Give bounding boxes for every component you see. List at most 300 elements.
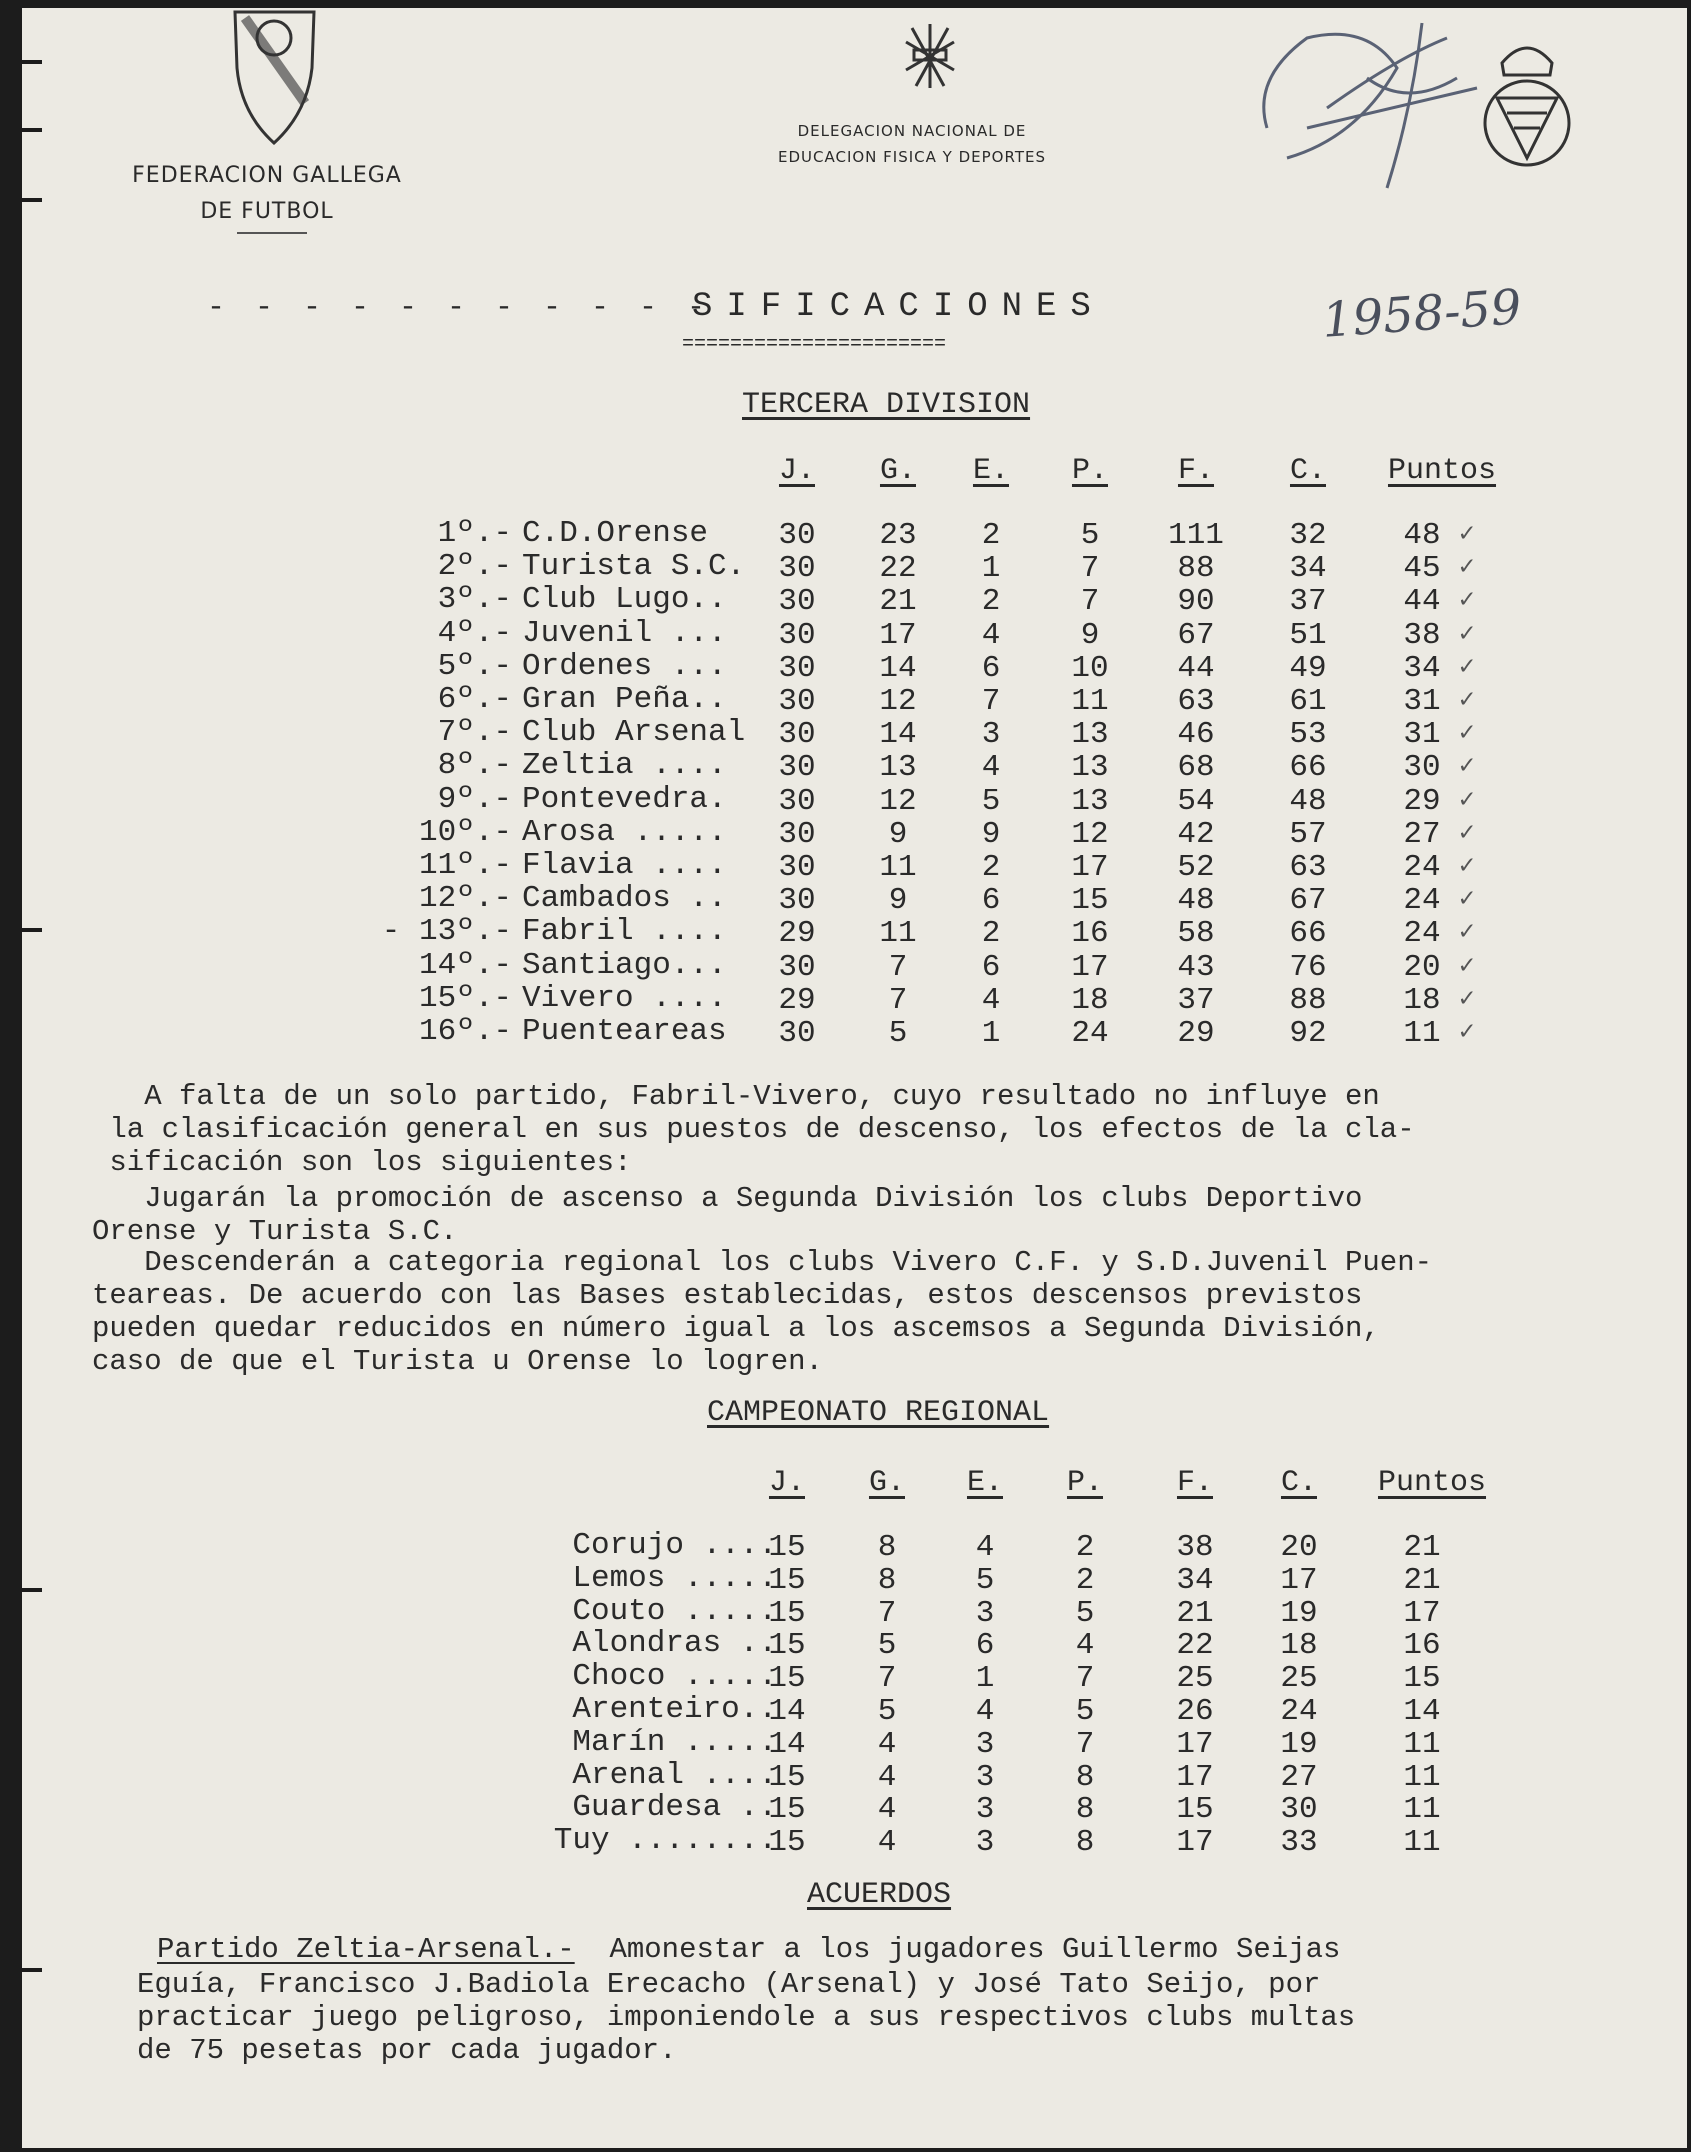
cell-p: 13 (1071, 717, 1109, 753)
page-title: SIFICACIONES (692, 288, 1105, 326)
cell-p: 17 (1071, 850, 1109, 885)
cell-p: 13 (1071, 783, 1109, 819)
cell-g: 5 (888, 1016, 908, 1051)
cell-f: 48 (1177, 883, 1215, 919)
cell-g: 8 (877, 1562, 897, 1598)
club-name: Alondras .. (572, 1626, 777, 1662)
table-row (22, 1593, 1622, 1631)
check-mark-icon: ✓ (1459, 651, 1475, 682)
club-name: Vivero .... (522, 980, 727, 1016)
cell-pts: 30 (1403, 750, 1441, 786)
cell-e: 4 (981, 617, 1001, 653)
cell-f: 38 (1176, 1530, 1214, 1565)
cell-e: 2 (981, 850, 1001, 885)
position-label: 5º.- (437, 648, 512, 684)
cell-e: 3 (975, 1726, 995, 1762)
cell-g: 13 (879, 750, 917, 786)
cell-p: 7 (1080, 584, 1100, 620)
table-row (22, 781, 1622, 819)
cell-j: 30 (778, 883, 816, 919)
check-mark-icon: ✓ (1459, 718, 1475, 749)
cell-p: 15 (1071, 883, 1109, 919)
column-header: F. (1177, 454, 1214, 488)
title-double-underline: ====================== (682, 333, 947, 356)
regional-heading: CAMPEONATO REGIONAL (707, 1396, 1050, 1430)
cell-e: 3 (975, 1759, 995, 1795)
cell-e: 3 (981, 717, 1001, 753)
club-name: Club Arsenal (522, 715, 746, 751)
handwritten-signature (1247, 18, 1507, 198)
cell-c: 67 (1289, 883, 1327, 919)
cell-c: 48 (1289, 783, 1327, 819)
check-mark-icon: ✓ (1459, 552, 1475, 583)
cell-pts: 21 (1403, 1562, 1441, 1598)
cell-c: 49 (1289, 650, 1327, 686)
cell-f: 54 (1177, 783, 1215, 819)
column-header: J. (778, 454, 815, 488)
cell-j: 15 (768, 1562, 806, 1598)
cell-e: 5 (981, 783, 1001, 819)
cell-c: 27 (1280, 1759, 1318, 1795)
cell-e: 3 (975, 1595, 995, 1631)
cell-f: 15 (1176, 1792, 1214, 1828)
cell-f: 63 (1177, 684, 1215, 719)
cell-p: 2 (1075, 1562, 1095, 1598)
document-page (22, 8, 1687, 2148)
position-label: 8º.- (437, 748, 512, 784)
title-dashes: - - - - - - - - - - - (207, 291, 712, 325)
table-row (22, 1724, 1622, 1762)
table-row (22, 947, 1622, 985)
cell-j: 30 (778, 717, 816, 753)
column-header: P. (1066, 1466, 1103, 1500)
federation-rule (237, 232, 307, 234)
edge-mark (22, 60, 42, 64)
cell-pts: 24 (1403, 916, 1441, 952)
cell-p: 8 (1075, 1759, 1095, 1795)
cell-f: 37 (1177, 982, 1215, 1018)
cell-f: 58 (1177, 916, 1215, 952)
cell-c: 34 (1289, 551, 1327, 587)
cell-pts: 18 (1403, 982, 1441, 1018)
club-name: Santiago... (522, 947, 727, 983)
cell-j: 30 (778, 684, 816, 719)
cell-p: 5 (1075, 1595, 1095, 1631)
table-row (22, 1823, 1622, 1861)
cell-g: 11 (879, 850, 917, 885)
cell-g: 14 (879, 650, 917, 686)
cell-pts: 15 (1403, 1661, 1441, 1697)
cell-g: 4 (877, 1726, 897, 1762)
cell-p: 7 (1080, 551, 1100, 587)
cell-p: 8 (1075, 1825, 1095, 1861)
cell-j: 30 (778, 1016, 816, 1051)
position-label: 2º.- (437, 549, 512, 585)
check-mark-icon: ✓ (1459, 917, 1475, 948)
cell-c: 63 (1289, 850, 1327, 885)
handwritten-year: 1958-59 (1320, 279, 1524, 349)
cell-p: 5 (1075, 1694, 1095, 1729)
cell-p: 7 (1075, 1661, 1095, 1697)
cell-pts: 24 (1403, 850, 1441, 885)
cell-g: 9 (888, 816, 908, 852)
table-row (22, 1757, 1622, 1795)
table-row (22, 848, 1622, 885)
cell-g: 5 (877, 1628, 897, 1664)
cell-j: 30 (778, 551, 816, 587)
cell-p: 16 (1071, 916, 1109, 952)
position-label: - 13º.- (381, 914, 512, 950)
edge-mark (22, 198, 42, 202)
acuerdos-heading: ACUERDOS (807, 1878, 952, 1912)
club-name: Cambados .. (522, 881, 727, 917)
cell-pts: 31 (1403, 684, 1441, 719)
paragraph: Descenderán a categoria regional los clubs Vivero C.F. y S.D.Juvenil Puen- teareas. De acuerdo con las Bases establecidas, estos descensos previstos pueden quedar reducidos en número igual a los ascemsos a Segunda División, caso de que el Turista u Orense lo logren. (92, 1246, 1433, 1378)
cell-p: 5 (1080, 518, 1100, 553)
cell-f: 21 (1176, 1595, 1214, 1631)
table-row (22, 516, 1622, 553)
cell-c: 30 (1280, 1792, 1318, 1828)
cell-f: 17 (1176, 1825, 1214, 1861)
club-name: Lemos ..... (572, 1560, 777, 1596)
club-name: Choco ..... (572, 1659, 777, 1695)
club-name: Arosa ..... (522, 814, 727, 850)
club-name: Turista S.C. (522, 549, 746, 585)
club-name: Arenteiro.. (572, 1692, 777, 1727)
paragraph: Jugarán la promoción de ascenso a Segunda División los clubs Deportivo Orense y Turista S.C. (92, 1182, 1363, 1248)
column-header: F. (1176, 1466, 1213, 1500)
arrows-emblem-icon (900, 20, 960, 92)
cell-p: 11 (1071, 684, 1109, 719)
cell-f: 17 (1176, 1726, 1214, 1762)
cell-c: 33 (1280, 1825, 1318, 1861)
cell-p: 4 (1075, 1628, 1095, 1664)
cell-f: 44 (1177, 650, 1215, 686)
column-header: E. (972, 454, 1009, 488)
cell-g: 11 (879, 916, 917, 952)
cell-j: 15 (768, 1792, 806, 1828)
check-mark-icon: ✓ (1459, 519, 1475, 549)
cell-j: 15 (768, 1759, 806, 1795)
cell-pts: 24 (1403, 883, 1441, 919)
club-name: Arenal .... (572, 1757, 777, 1793)
column-header: Puntos (1387, 454, 1497, 488)
column-header: G. (868, 1466, 905, 1500)
cell-e: 4 (975, 1530, 995, 1565)
cell-j: 30 (778, 584, 816, 620)
cell-pts: 11 (1403, 1726, 1441, 1762)
position-label: 7º.- (437, 715, 512, 751)
club-name: Marín ..... (572, 1724, 777, 1760)
cell-pts: 31 (1403, 717, 1441, 753)
acuerdo-item-title: Partido Zeltia-Arsenal.- (157, 1933, 575, 1966)
edge-mark (22, 1968, 42, 1972)
table-row (22, 1560, 1622, 1598)
club-name: Club Lugo.. (522, 582, 727, 618)
cell-g: 7 (877, 1595, 897, 1631)
club-name: Couto ..... (572, 1593, 777, 1629)
cell-e: 2 (981, 916, 1001, 952)
cell-f: 42 (1177, 816, 1215, 852)
cell-j: 15 (768, 1661, 806, 1697)
club-name: Guardesa .. (572, 1790, 777, 1826)
cell-c: 61 (1289, 684, 1327, 719)
cell-c: 32 (1289, 518, 1327, 553)
cell-e: 2 (981, 584, 1001, 620)
check-mark-icon: ✓ (1459, 585, 1475, 616)
check-mark-icon: ✓ (1459, 817, 1475, 848)
table-row (22, 648, 1622, 686)
cell-j: 14 (768, 1694, 806, 1729)
delegation-name: DELEGACION NACIONAL DE EDUCACION FISICA Y DEPORTES (778, 122, 1046, 166)
cell-e: 9 (981, 816, 1001, 852)
table-row (22, 1790, 1622, 1828)
cell-f: 25 (1176, 1661, 1214, 1697)
cell-p: 18 (1071, 982, 1109, 1018)
cell-e: 4 (975, 1694, 995, 1729)
cell-g: 7 (888, 949, 908, 985)
check-mark-icon: ✓ (1459, 1017, 1475, 1047)
cell-j: 30 (778, 783, 816, 819)
cell-c: 53 (1289, 717, 1327, 753)
position-label: 15º.- (418, 980, 512, 1016)
club-name: Gran Peña.. (522, 682, 727, 717)
cell-pts: 11 (1403, 1792, 1441, 1828)
cell-j: 15 (768, 1825, 806, 1861)
cell-f: 29 (1177, 1016, 1215, 1051)
cell-e: 1 (975, 1661, 995, 1697)
cell-c: 20 (1280, 1530, 1318, 1565)
edge-mark (22, 128, 42, 132)
cell-pts: 44 (1403, 584, 1441, 620)
cell-c: 66 (1289, 750, 1327, 786)
cell-g: 12 (879, 684, 917, 719)
table-row (22, 582, 1622, 620)
position-label: 1º.- (437, 516, 512, 551)
cell-f: 43 (1177, 949, 1215, 985)
check-mark-icon: ✓ (1459, 618, 1475, 649)
check-mark-icon: ✓ (1459, 851, 1475, 881)
cell-c: 51 (1289, 617, 1327, 653)
cell-f: 34 (1176, 1562, 1214, 1598)
cell-p: 13 (1071, 750, 1109, 786)
cell-f: 26 (1176, 1694, 1214, 1729)
club-name: Zeltia .... (522, 748, 727, 784)
cell-p: 24 (1071, 1016, 1109, 1051)
table-row (22, 814, 1622, 852)
cell-g: 7 (877, 1661, 897, 1697)
cell-p: 2 (1075, 1530, 1095, 1565)
cell-e: 7 (981, 684, 1001, 719)
cell-pts: 14 (1403, 1694, 1441, 1729)
cell-pts: 17 (1403, 1595, 1441, 1631)
paragraph: A falta de un solo partido, Fabril-Vivero, cuyo resultado no influye en la clasificación general en sus puestos de descenso, los efectos de la cla- sificación son los siguientes: (109, 1080, 1415, 1179)
cell-g: 14 (879, 717, 917, 753)
position-label: 12º.- (418, 881, 512, 917)
table-row (22, 715, 1622, 753)
cell-c: 19 (1280, 1726, 1318, 1762)
table-row (22, 748, 1622, 786)
cell-g: 12 (879, 783, 917, 819)
cell-e: 5 (975, 1562, 995, 1598)
cell-j: 30 (778, 850, 816, 885)
cell-c: 66 (1289, 916, 1327, 952)
table-row (22, 914, 1622, 952)
cell-c: 76 (1289, 949, 1327, 985)
cell-g: 5 (877, 1694, 897, 1729)
club-name: Tuy ........ (553, 1823, 777, 1859)
cell-f: 88 (1177, 551, 1215, 587)
cell-j: 15 (768, 1628, 806, 1664)
cell-c: 88 (1289, 982, 1327, 1018)
cell-g: 8 (877, 1530, 897, 1565)
cell-c: 17 (1280, 1562, 1318, 1598)
check-mark-icon: ✓ (1459, 784, 1475, 815)
table-row (22, 1626, 1622, 1664)
cell-j: 29 (778, 916, 816, 952)
cell-g: 22 (879, 551, 917, 587)
cell-c: 92 (1289, 1016, 1327, 1051)
cell-e: 4 (981, 750, 1001, 786)
cell-c: 37 (1289, 584, 1327, 620)
acuerdo-item-text: Amonestar a los jugadores Guillermo Seijas (574, 1933, 1341, 1966)
cell-pts: 16 (1403, 1628, 1441, 1664)
club-name: Fabril .... (522, 914, 727, 950)
cell-g: 21 (879, 584, 917, 620)
cell-j: 15 (768, 1595, 806, 1631)
cell-c: 24 (1280, 1694, 1318, 1729)
cell-p: 8 (1075, 1792, 1095, 1828)
cell-pts: 11 (1403, 1016, 1441, 1051)
cell-f: 68 (1177, 750, 1215, 786)
table-row (22, 1659, 1622, 1697)
cell-e: 1 (981, 551, 1001, 587)
cell-f: 111 (1168, 518, 1224, 553)
cell-p: 12 (1071, 816, 1109, 852)
cell-pts: 11 (1403, 1759, 1441, 1795)
cell-p: 10 (1071, 650, 1109, 686)
club-name: Ordenes ... (522, 648, 727, 684)
cell-e: 6 (981, 949, 1001, 985)
column-header: E. (966, 1466, 1003, 1500)
check-mark-icon: ✓ (1459, 685, 1475, 715)
cell-g: 17 (879, 617, 917, 653)
cell-e: 3 (975, 1792, 995, 1828)
cell-pts: 38 (1403, 617, 1441, 653)
position-label: 4º.- (437, 615, 512, 651)
position-label: 3º.- (437, 582, 512, 618)
cell-j: 30 (778, 518, 816, 553)
cell-p: 17 (1071, 949, 1109, 985)
cell-j: 29 (778, 982, 816, 1018)
acuerdo-item-first-line (157, 1933, 1657, 1966)
table-row (22, 682, 1622, 719)
table-row (22, 881, 1622, 919)
cell-j: 14 (768, 1726, 806, 1762)
club-name: Pontevedra. (522, 781, 727, 817)
table-row (22, 615, 1622, 653)
cell-e: 2 (981, 518, 1001, 553)
cell-pts: 27 (1403, 816, 1441, 852)
position-label: 10º.- (418, 814, 512, 850)
cell-pts: 45 (1403, 551, 1441, 587)
cell-e: 6 (975, 1628, 995, 1664)
cell-g: 4 (877, 1759, 897, 1795)
check-mark-icon: ✓ (1459, 950, 1475, 981)
club-name: Corujo .... (572, 1528, 777, 1563)
cell-p: 9 (1080, 617, 1100, 653)
cell-pts: 21 (1403, 1530, 1441, 1565)
table-row (22, 1692, 1622, 1729)
cell-g: 7 (888, 982, 908, 1018)
cell-pts: 11 (1403, 1825, 1441, 1861)
column-header: G. (879, 454, 916, 488)
cell-g: 9 (888, 883, 908, 919)
cell-c: 25 (1280, 1661, 1318, 1697)
cell-f: 22 (1176, 1628, 1214, 1664)
cell-c: 57 (1289, 816, 1327, 852)
cell-p: 7 (1075, 1726, 1095, 1762)
cell-g: 23 (879, 518, 917, 553)
club-name: Juvenil ... (522, 615, 727, 651)
acuerdo-item-text-rest: Eguía, Francisco J.Badiola Erecacho (Arsenal) y José Tato Seijo, por practicar juego peligroso, imponiendole a sus respectivos clubs multas de 75 pesetas por cada jugador. (137, 1968, 1356, 2067)
cell-pts: 20 (1403, 949, 1441, 985)
cell-f: 46 (1177, 717, 1215, 753)
column-header: Puntos (1377, 1466, 1487, 1500)
cell-c: 18 (1280, 1628, 1318, 1664)
cell-j: 15 (768, 1530, 806, 1565)
cell-j: 30 (778, 650, 816, 686)
check-mark-icon: ✓ (1459, 751, 1475, 782)
cell-f: 67 (1177, 617, 1215, 653)
check-mark-icon: ✓ (1459, 983, 1475, 1014)
table-row (22, 1528, 1622, 1565)
position-label: 9º.- (437, 781, 512, 817)
crest-logo (1472, 33, 1582, 183)
cell-j: 30 (778, 816, 816, 852)
position-label: 11º.- (418, 848, 512, 883)
cell-g: 4 (877, 1792, 897, 1828)
cell-e: 6 (981, 650, 1001, 686)
club-name: Flavia .... (522, 848, 727, 883)
cell-e: 1 (981, 1016, 1001, 1051)
cell-g: 4 (877, 1825, 897, 1861)
cell-f: 52 (1177, 850, 1215, 885)
cell-pts: 48 (1403, 518, 1441, 553)
position-label: 6º.- (437, 682, 512, 717)
position-label: 14º.- (418, 947, 512, 983)
column-header: C. (1289, 454, 1326, 488)
cell-e: 4 (981, 982, 1001, 1018)
check-mark-icon: ✓ (1459, 884, 1475, 915)
cell-j: 30 (778, 750, 816, 786)
club-name: Puenteareas (522, 1014, 727, 1049)
cell-j: 30 (778, 617, 816, 653)
column-header: C. (1280, 1466, 1317, 1500)
federation-shield-logo (227, 8, 322, 148)
table-row (22, 549, 1622, 587)
cell-e: 6 (981, 883, 1001, 919)
column-header: P. (1071, 454, 1108, 488)
cell-j: 30 (778, 949, 816, 985)
cell-c: 19 (1280, 1595, 1318, 1631)
club-name: C.D.Orense (522, 516, 709, 551)
cell-pts: 29 (1403, 783, 1441, 819)
table-row (22, 1014, 1622, 1051)
table-row (22, 980, 1622, 1018)
cell-e: 3 (975, 1825, 995, 1861)
cell-f: 90 (1177, 584, 1215, 620)
